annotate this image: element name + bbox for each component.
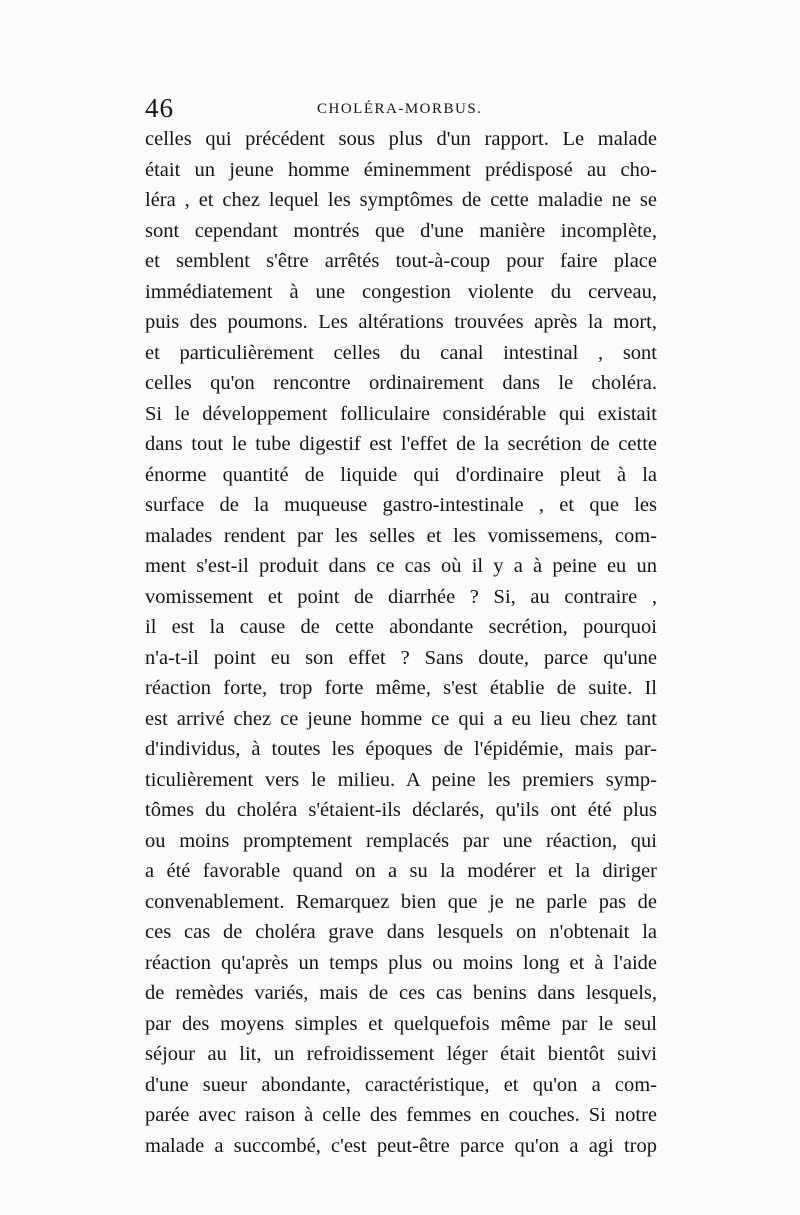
text-line: malades rendent par les selles et les vomissemens, com-	[145, 524, 657, 547]
text-line: celles qu'on rencontre ordinairement dans le choléra.	[145, 372, 657, 394]
text-line: il est la cause de cette abondante secrétion, pourquoi	[145, 616, 657, 638]
text-line: malade a succombé, c'est peut-être parce qu'on a agi trop	[145, 1134, 657, 1157]
text-line: dans tout le tube digestif est l'effet de la secrétion de cette	[145, 433, 657, 455]
text-line: convenablement. Remarquez bien que je ne parle pas de	[145, 890, 657, 913]
text-line: parée avec raison à celle des femmes en couches. Si notre	[145, 1104, 657, 1126]
text-line: et particulièrement celles du canal intestinal , sont	[145, 341, 657, 364]
text-line: puis des poumons. Les altérations trouvées après la mort,	[145, 311, 657, 333]
text-line: surface de la muqueuse gastro-intestinale , et que les	[145, 494, 657, 516]
text-line: a été favorable quand on a su la modérer et la diriger	[145, 860, 657, 882]
text-line: Si le développement folliculaire considérable qui existait	[145, 402, 657, 425]
text-line: réaction forte, trop forte même, s'est établie de suite. Il	[145, 677, 657, 699]
text-line: et semblent s'être arrêtés tout-à-coup pour faire place	[145, 250, 657, 272]
text-line: d'individus, à toutes les époques de l'épidémie, mais par-	[145, 738, 657, 760]
page-number: 46	[145, 93, 174, 123]
text-line: vomissement et point de diarrhée ? Si, au contraire ,	[145, 585, 657, 608]
running-head: CHOLÉRA-MORBUS.	[317, 101, 483, 117]
body-text	[145, 124, 657, 1161]
text-line: réaction qu'après un temps plus ou moins long et à l'aide	[145, 951, 657, 974]
text-line: était un jeune homme éminemment prédisposé au cho-	[145, 158, 657, 181]
text-line: ou moins promptement remplacés par une réaction, qui	[145, 829, 657, 852]
text-line: par des moyens simples et quelquefois même par le seul	[145, 1012, 657, 1035]
page-header	[145, 93, 657, 123]
text-line: ment s'est-il produit dans ce cas où il y a à peine eu un	[145, 555, 657, 577]
text-line: est arrivé chez ce jeune homme ce qui a eu lieu chez tant	[145, 707, 657, 730]
text-line: ticulièrement vers le milieu. A peine les premiers symp-	[145, 768, 657, 791]
text-line: sont cependant montrés que d'une manière incomplète,	[145, 219, 657, 242]
text-line: énorme quantité de liquide qui d'ordinaire pleut à la	[145, 463, 657, 486]
text-line: séjour au lit, un refroidissement léger était bientôt suivi	[145, 1043, 657, 1065]
text-line: ces cas de choléra grave dans lesquels on n'obtenait la	[145, 921, 657, 943]
text-line: de remèdes variés, mais de ces cas benins dans lesquels,	[145, 982, 657, 1004]
text-line: léra , et chez lequel les symptômes de cette maladie ne se	[145, 189, 657, 211]
text-line: celles qui précédent sous plus d'un rapport. Le malade	[145, 128, 657, 150]
text-line: d'une sueur abondante, caractéristique, et qu'on a com-	[145, 1073, 657, 1096]
text-line: immédiatement à une congestion violente du cerveau,	[145, 280, 657, 303]
text-line: tômes du choléra s'étaient-ils déclarés, qu'ils ont été plus	[145, 799, 657, 821]
text-line: n'a-t-il point eu son effet ? Sans doute, parce qu'une	[145, 646, 657, 669]
